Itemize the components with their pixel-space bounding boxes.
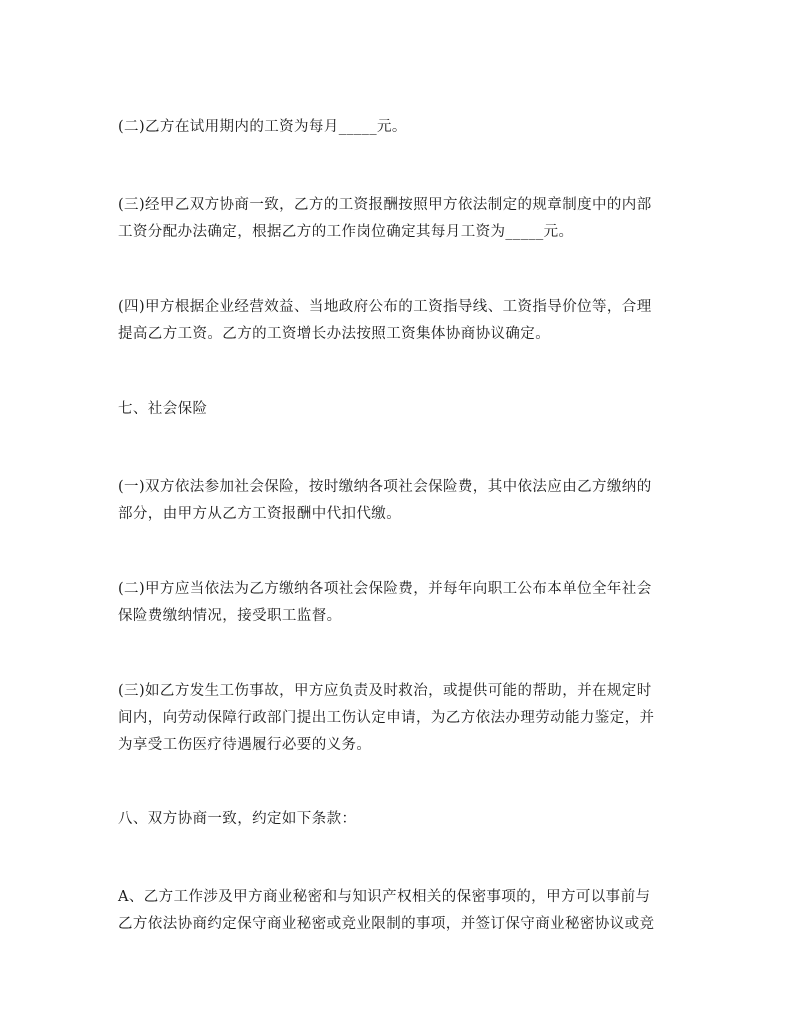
paragraph-salary-increase	[118, 294, 684, 348]
text-line: (三)如乙方发生工伤事故，甲方应负责及时救治，或提供可能的帮助，并在规定时	[118, 683, 652, 699]
paragraph-insurance-participation	[118, 474, 684, 528]
text-line: 乙方依法协商约定保守商业秘密或竞业限制的事项，并签订保守商业秘密协议或竞	[118, 916, 655, 932]
section-heading-social-insurance	[118, 396, 684, 423]
text-line: (四)甲方根据企业经营效益、当地政府公布的工资指导线、工资指导价位等，合理	[118, 299, 652, 315]
text-line: (二)乙方在试用期内的工资为每月_____元。	[118, 119, 407, 135]
text-line: 为享受工伤医疗待遇履行必要的义务。	[118, 737, 372, 753]
text-line: (一)双方依法参加社会保险，按时缴纳各项社会保险费，其中依法应由乙方缴纳的	[118, 479, 652, 495]
paragraph-salary-determination	[118, 192, 684, 246]
text-line: (三)经甲乙双方协商一致，乙方的工资报酬按照甲方依法制定的规章制度中的内部	[118, 197, 652, 213]
text-line: 七、社会保险	[118, 401, 208, 417]
text-line: 八、双方协商一致，约定如下条款：	[118, 811, 357, 827]
text-line: (二)甲方应当依法为乙方缴纳各项社会保险费，并每年向职工公布本单位全年社会	[118, 581, 652, 597]
text-line: 提高乙方工资。乙方的工资增长办法按照工资集体协商协议确定。	[118, 326, 551, 342]
text-line: A、乙方工作涉及甲方商业秘密和与知识产权相关的保密事项的，甲方可以事前与	[118, 889, 651, 905]
paragraph-probation-salary	[118, 114, 684, 141]
section-heading-agreed-terms	[118, 806, 684, 833]
text-line: 间内，向劳动保障行政部门提出工伤认定申请，为乙方依法办理劳动能力鉴定，并	[118, 710, 655, 726]
text-line: 保险费缴纳情况，接受职工监督。	[118, 608, 342, 624]
paragraph-insurance-payment	[118, 576, 684, 630]
text-line: 工资分配办法确定，根据乙方的工作岗位确定其每月工资为_____元。	[118, 224, 574, 240]
text-line: 部分，由甲方从乙方工资报酬中代扣代缴。	[118, 506, 402, 522]
paragraph-work-injury	[118, 678, 684, 759]
paragraph-trade-secrets	[118, 884, 684, 938]
